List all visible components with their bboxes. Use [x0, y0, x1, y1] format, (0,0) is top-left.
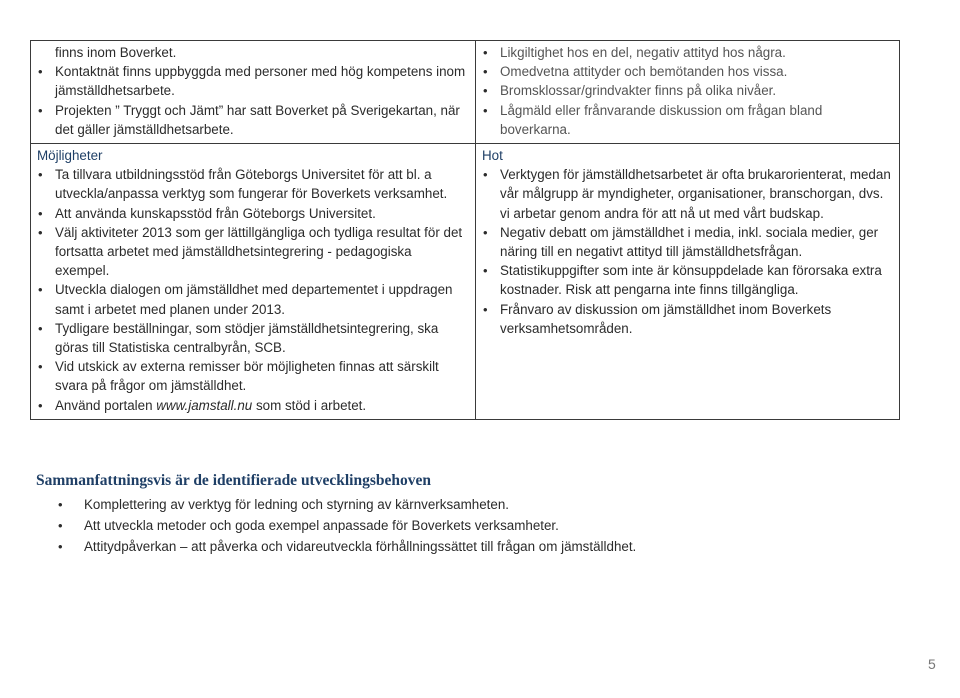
list-item: • Omedvetna attityder och bemötanden hos vissa.	[482, 62, 893, 81]
threats-heading: Hot	[482, 148, 503, 164]
swot-table	[30, 40, 900, 420]
list-item: • Likgiltighet hos en del, negativ attityd hos några.	[482, 43, 893, 62]
portal-prefix: Använd portalen	[55, 397, 157, 413]
list-item: • Att utveckla metoder och goda exempel anpassade för Boverkets verksamheter.	[36, 515, 896, 536]
page-number: 5	[928, 656, 936, 672]
list-item: • Lågmäld eller frånvarande diskussion om frågan bland boverkarna.	[482, 101, 893, 139]
list-item: • Att använda kunskapsstöd från Göteborgs Universitet.	[37, 204, 469, 223]
portal-suffix: som stöd i arbetet.	[252, 397, 367, 413]
portal-link[interactable]: www.jamstall.nu	[156, 397, 253, 413]
strengths-continuation: finns inom Boverket.	[55, 45, 177, 60]
weaknesses-cell	[476, 41, 900, 144]
opportunities-heading: Möjligheter	[37, 148, 103, 164]
list-item: • Negativ debatt om jämställdhet i media, inkl. sociala medier, ger näring till en negativt attityd till jämställdhetsfrågan.	[482, 223, 893, 261]
swot-row-top	[31, 41, 900, 144]
weaknesses-list	[482, 43, 893, 139]
list-item: • Bromsklossar/grindvakter finns på olika nivåer.	[482, 81, 893, 100]
list-item: • Komplettering av verktyg för ledning och styrning av kärnverksamheten.	[36, 494, 896, 515]
summary-title: Sammanfattningsvis är de identifierade utvecklingsbehoven	[36, 472, 431, 489]
list-item: • Kontaktnät finns uppbyggda med personer med hög kompetens inom jämställdhetsarbete.	[37, 62, 469, 100]
swot-row-bottom	[31, 144, 900, 420]
opportunities-cell	[31, 144, 476, 420]
list-item: • Tydligare beställningar, som stödjer jämställdhetsintegrering, ska göras till Statistiska centralbyrån, SCB.	[37, 319, 469, 357]
list-item: • Statistikuppgifter som inte är könsuppdelade kan förorsaka extra kostnader. Risk att pengarna inte finns tillgängliga.	[482, 261, 893, 299]
strengths-list	[37, 62, 469, 139]
summary-list	[36, 494, 896, 557]
list-item: • Frånvaro av diskussion om jämställdhet inom Boverkets verksamhetsområden.	[482, 300, 893, 338]
list-item: • Attitydpåverkan – att påverka och vidareutveckla förhållningssättet till frågan om jämställdhet.	[36, 536, 896, 557]
opportunities-list	[37, 165, 469, 415]
list-item: • Projekten ” Tryggt och Jämt” har satt Boverket på Sverigekartan, när det gäller jämställdhetsarbete.	[37, 101, 469, 139]
summary-section	[36, 472, 896, 557]
list-item: • Utveckla dialogen om jämställdhet med departementet i uppdragen samt i arbetet med planen under 2013.	[37, 280, 469, 318]
list-item: • Ta tillvara utbildningsstöd från Göteborgs Universitet för att bl. a utveckla/anpassa verktyg som fungerar för Boverkets verksamhet.	[37, 165, 469, 203]
list-item: • Vid utskick av externa remisser bör möjligheten finnas att särskilt svara på frågor om jämställdhet.	[37, 357, 469, 395]
list-item: • Verktygen för jämställdhetsarbetet är ofta brukarorienterat, medan vår målgrupp är myndigheter, organisationer, branschorgan, dvs. vi arbetar genom andra för att nå ut med vårt budskap.	[482, 165, 893, 223]
threats-cell	[476, 144, 900, 420]
strengths-cell	[31, 41, 476, 144]
list-item	[37, 396, 469, 415]
list-item: • Välj aktiviteter 2013 som ger lättillgängliga och tydliga resultat för det fortsatta arbetet med jämställdhetsintegrering - pedagogiska exempel.	[37, 223, 469, 281]
threats-list	[482, 165, 893, 338]
